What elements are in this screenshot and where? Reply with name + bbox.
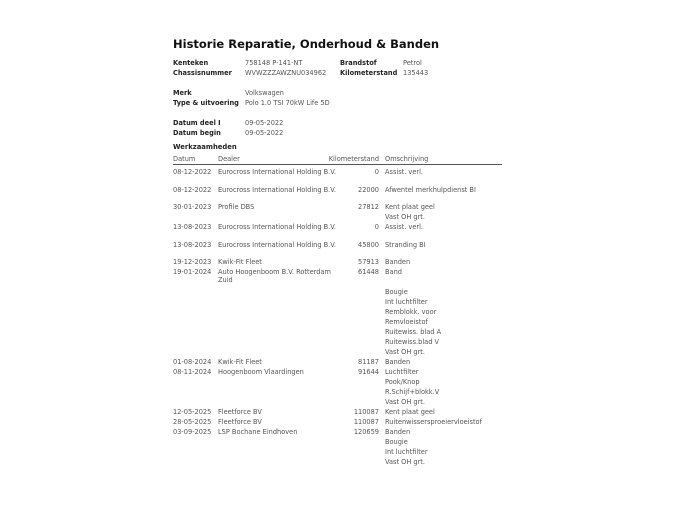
cell-datum: 08-12-2022 <box>173 185 212 194</box>
cell-kilometerstand: 0 <box>374 168 379 176</box>
table-header <box>173 155 502 165</box>
page-title: Historie Reparatie, Onderhoud & Banden <box>173 37 440 51</box>
datum-deel-value: 09-05-2022 <box>245 119 284 127</box>
chassis-label: Chassisnummer <box>173 69 232 77</box>
table-row <box>173 417 502 427</box>
table-row <box>173 222 502 240</box>
cell-dealer: Eurocross International Holding B.V. <box>218 223 336 231</box>
cell-kilometerstand: 110087 <box>353 418 379 426</box>
datum-deel-label: Datum deel I <box>173 119 221 127</box>
kilometerstand-value: 135443 <box>403 69 429 77</box>
kenteken-label: Kenteken <box>173 59 209 67</box>
cell-dealer: Kwik-Fit Fleet <box>218 358 262 366</box>
omschrijving-item: Remvloeistof <box>385 318 428 326</box>
cell-datum: 03-09-2025 <box>173 428 212 436</box>
omschrijving-item: Pook/Knop <box>385 378 420 386</box>
omschrijving-item: Ruitewiss.blad V <box>385 338 439 346</box>
cell-omschrijving <box>385 240 505 250</box>
omschrijving-item: Band <box>385 268 402 276</box>
cell-omschrijving <box>385 257 505 267</box>
omschrijving-item: Afwentel merkhulpdienst BI <box>385 185 476 194</box>
table-row <box>173 357 502 367</box>
brandstof-value: Petrol <box>403 59 422 67</box>
omschrijving-item: Kent plaat geel <box>385 408 435 416</box>
cell-datum: 12-05-2025 <box>173 408 212 416</box>
header-omschrijving: Omschrijving <box>385 155 429 163</box>
type-label: Type & uitvoering <box>173 99 239 107</box>
omschrijving-item: Stranding BI <box>385 240 426 249</box>
omschrijving-item: Luchtfilter <box>385 368 419 376</box>
omschrijving-item: Vast OH grt. <box>385 213 425 221</box>
cell-kilometerstand: 61448 <box>358 268 379 276</box>
cell-kilometerstand: 22000 <box>358 185 379 194</box>
omschrijving-item: Banden <box>385 258 411 266</box>
omschrijving-item: Kent plaat geel <box>385 203 435 211</box>
werkzaamheden-table <box>173 155 502 467</box>
cell-omschrijving <box>385 367 505 407</box>
table-row <box>173 167 502 185</box>
header-kilometerstand: Kilometerstand <box>328 155 379 163</box>
omschrijving-item: Bougie <box>385 288 408 296</box>
cell-kilometerstand: 0 <box>374 223 379 231</box>
cell-dealer: Eurocross International Holding B.V. <box>218 185 336 194</box>
type-value: Polo 1.0 TSI 70kW Life 5D <box>245 99 330 107</box>
cell-omschrijving <box>385 407 505 417</box>
merk-value: Volkswagen <box>245 89 284 97</box>
cell-datum: 08-11-2024 <box>173 368 212 376</box>
cell-datum: 13-08-2023 <box>173 240 212 249</box>
table-row <box>173 202 502 222</box>
omschrijving-item: Remblokk. voor <box>385 308 437 316</box>
table-row <box>173 257 502 267</box>
omschrijving-item: Vast OH grt. <box>385 398 425 406</box>
omschrijving-item: Vast OH grt. <box>385 458 425 466</box>
omschrijving-item: Banden <box>385 358 411 366</box>
datum-begin-value: 09-05-2022 <box>245 129 284 137</box>
cell-omschrijving <box>385 417 505 427</box>
cell-datum: 08-12-2022 <box>173 168 212 176</box>
cell-datum: 01-08-2024 <box>173 358 212 366</box>
table-row <box>173 240 502 258</box>
brandstof-label: Brandstof <box>340 59 377 67</box>
omschrijving-item: R.Schijf+blokk.V <box>385 388 440 396</box>
cell-dealer: Profile DBS <box>218 203 255 211</box>
cell-kilometerstand: 91644 <box>358 368 379 376</box>
omschrijving-item: Ruitenwissersproeiervloeistof <box>385 418 482 426</box>
cell-omschrijving <box>385 202 505 222</box>
chassis-value: WVWZZZAWZNU034962 <box>245 69 327 77</box>
omschrijving-item: Bougie <box>385 438 408 446</box>
omschrijving-item: Vast OH grt. <box>385 348 425 356</box>
cell-dealer: Fleetforce BV <box>218 418 262 426</box>
cell-omschrijving <box>385 167 505 177</box>
report-page <box>173 36 503 466</box>
table-row <box>173 185 502 203</box>
cell-dealer: Auto Hoogenboom B.V. Rotterdam Zuid <box>218 268 331 284</box>
cell-kilometerstand: 81187 <box>358 358 379 366</box>
kenteken-value: 758148 P-141-NT <box>245 59 303 67</box>
omschrijving-item: Assist. verl. <box>385 223 424 231</box>
cell-dealer: Kwik-Fit Fleet <box>218 258 262 266</box>
cell-omschrijving <box>385 427 505 467</box>
omschrijving-item: Banden <box>385 428 411 436</box>
cell-dealer: Eurocross International Holding B.V. <box>218 168 336 176</box>
cell-omschrijving <box>385 357 505 367</box>
cell-dealer: Hoogenboom Vlaardingen <box>218 368 304 376</box>
cell-dealer: Eurocross International Holding B.V. <box>218 240 336 249</box>
header-datum: Datum <box>173 155 196 163</box>
omschrijving-item: Int luchtfilter <box>385 448 428 456</box>
header-dealer: Dealer <box>218 155 240 163</box>
cell-omschrijving <box>385 267 505 357</box>
table-row <box>173 267 502 357</box>
omschrijving-item: Int luchtfilter <box>385 298 428 306</box>
cell-datum: 30-01-2023 <box>173 203 212 211</box>
table-row <box>173 367 502 407</box>
cell-kilometerstand: 110087 <box>353 408 379 416</box>
cell-datum: 13-08-2023 <box>173 223 212 231</box>
cell-dealer: LSP Bochane Eindhoven <box>218 428 298 436</box>
cell-kilometerstand: 27812 <box>358 203 379 211</box>
datum-begin-label: Datum begin <box>173 129 221 137</box>
table-body <box>173 167 502 467</box>
kilometerstand-label: Kilometerstand <box>340 69 398 77</box>
cell-datum: 28-05-2025 <box>173 418 212 426</box>
cell-omschrijving <box>385 185 505 195</box>
table-row <box>173 427 502 467</box>
cell-kilometerstand: 57913 <box>358 258 379 266</box>
omschrijving-item: Ruitewiss. blad A <box>385 328 442 336</box>
table-row <box>173 407 502 417</box>
omschrijving-item: Assist. verl. <box>385 168 424 176</box>
cell-datum: 19-01-2024 <box>173 268 212 276</box>
cell-kilometerstand: 120659 <box>353 428 379 436</box>
cell-datum: 19-12-2023 <box>173 258 212 266</box>
omschrijving-item <box>385 277 505 287</box>
werkzaamheden-title: Werkzaamheden <box>173 143 237 151</box>
cell-dealer: Fleetforce BV <box>218 408 262 416</box>
merk-label: Merk <box>173 89 192 97</box>
cell-kilometerstand: 45800 <box>358 240 379 249</box>
cell-omschrijving <box>385 222 505 232</box>
